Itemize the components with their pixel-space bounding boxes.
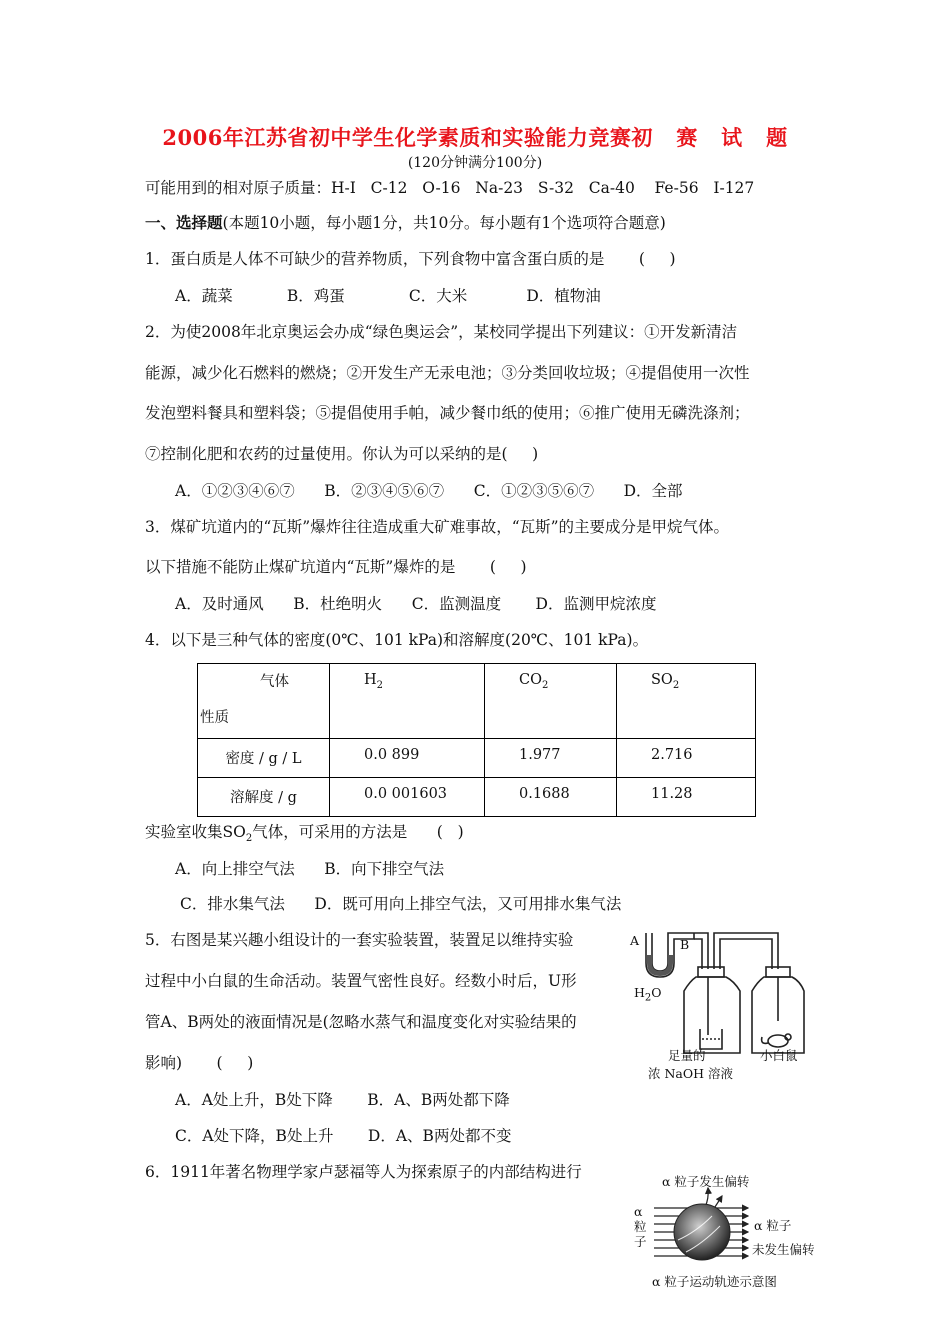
q2-line3: 发泡塑料餐具和塑料袋；⑤提倡使用手帕，减少餐巾纸的使用；⑥推广使用无磷洗涤剂； bbox=[145, 404, 750, 422]
label-b: B bbox=[680, 937, 690, 952]
q1-options: A．蔬菜 B．鸡蛋 C．大米 D．植物油 bbox=[175, 287, 601, 305]
q5-options-ab: A．A处上升，B处下降 B．A、B两处都下降 bbox=[175, 1091, 510, 1109]
q3-options: A．及时通风 B．杜绝明火 C．监测温度 D．监测甲烷浓度 bbox=[175, 595, 657, 613]
alpha-figure bbox=[632, 1170, 832, 1290]
header-co2: $CO_2$ bbox=[485, 664, 617, 739]
q1-stem: 1．蛋白质是人体不可缺少的营养物质，下列食物中富含蛋白质的是 ( ) bbox=[145, 250, 676, 268]
q2-options: A．①②③④⑥⑦ B．②③④⑤⑥⑦ C．①②③⑤⑥⑦ D．全部 bbox=[175, 482, 683, 500]
q2-line4: ⑦控制化肥和农药的过量使用。你认为可以采纳的是( ) bbox=[145, 445, 539, 463]
label-deflected: α 粒子发生偏转 bbox=[662, 1174, 750, 1189]
q4-stem: 4．以下是三种气体的密度(0℃、101 kPa)和溶解度(20℃、101 kPa)。 bbox=[145, 631, 649, 649]
solubility-h2: 0.0 001603 bbox=[364, 786, 448, 802]
figure-caption: α 粒子运动轨迹示意图 bbox=[652, 1274, 777, 1289]
density-so2: 2.716 bbox=[651, 747, 693, 763]
q6-line1: 6．1911年著名物理学家卢瑟福等人为探索原子的内部结构进行 bbox=[145, 1163, 582, 1181]
q5-line1: 5．右图是某兴趣小组设计的一套实验装置，装置足以维持实验 bbox=[145, 931, 574, 949]
label-alpha-right: α 粒子 bbox=[754, 1218, 792, 1233]
table-header-corner bbox=[198, 664, 330, 739]
q2-line2: 能源，减少化石燃料的燃烧；②开发生产无汞电池；③分类回收垃圾；④提倡使用一次性 bbox=[145, 364, 750, 382]
label-alpha-particles: α 粒 子 bbox=[634, 1204, 647, 1249]
header-property: 性质 bbox=[200, 710, 229, 726]
row-label-solubility: 溶解度 / g bbox=[230, 790, 297, 806]
header-gas: 气体 bbox=[260, 674, 289, 690]
apparatus-figure bbox=[628, 925, 828, 1085]
label-naoh-2: 浓 NaOH 溶液 bbox=[648, 1066, 733, 1081]
atomic-masses: 可能用到的相对原子质量：H-I C-12 O-16 Na-23 S-32 Ca-40 Fe-56 I-127 bbox=[145, 179, 755, 197]
density-co2: 1.977 bbox=[519, 747, 561, 763]
table-row bbox=[198, 739, 756, 778]
gas-properties-table bbox=[197, 663, 756, 817]
apparatus-drawing bbox=[628, 925, 828, 1085]
label-mouse: 小白鼠 bbox=[760, 1048, 798, 1063]
solubility-co2: 0.1688 bbox=[519, 786, 570, 802]
q4-follow: 实验室收集$SO_2$气体，可采用的方法是 ( ) bbox=[145, 823, 464, 845]
q2-line1: 2．为使2008年北京奥运会办成“绿色奥运会”，某校同学提出下列建议：①开发新清洁 bbox=[145, 323, 738, 341]
q5-line3: 管A、B两处的液面情况是(忽略水蒸气和温度变化对实验结果的 bbox=[145, 1013, 577, 1031]
q4-options-cd: C．排水集气法 D．既可用向上排空气法，又可用排水集气法 bbox=[180, 895, 622, 913]
q5-options-cd: C．A处下降，B处上升 D．A、B两处都不变 bbox=[175, 1127, 512, 1145]
header-so2: $SO_2$ bbox=[617, 664, 756, 739]
solubility-so2: 11.28 bbox=[651, 786, 693, 802]
q3-line2: 以下措施不能防止煤矿坑道内“瓦斯”爆炸的是 ( ) bbox=[145, 558, 527, 576]
header-h2: $H_2$ bbox=[330, 664, 485, 739]
q3-line1: 3．煤矿坑道内的“瓦斯”爆炸往往造成重大矿难事故，“瓦斯”的主要成分是甲烷气体。 bbox=[145, 518, 730, 536]
q4-options-ab: A．向上排空气法 B．向下排空气法 bbox=[175, 860, 445, 878]
page-subtitle: (120分钟满分100分) bbox=[407, 155, 543, 171]
row-label-density: 密度 / g / L bbox=[225, 751, 302, 767]
label-a: A bbox=[630, 933, 640, 948]
section-heading-line bbox=[145, 213, 666, 233]
section-note: (本题10小题，每小题1分，共10分。每小题有1个选项符合题意) bbox=[222, 214, 666, 232]
label-water: $H_2O$ bbox=[634, 985, 662, 1004]
q5-line4: 影响) ( ) bbox=[145, 1054, 254, 1072]
label-naoh-1: 足量的 bbox=[668, 1048, 706, 1063]
q5-line2: 过程中小白鼠的生命活动。装置气密性良好。经数小时后，U形 bbox=[145, 972, 577, 990]
page-title: 2006年江苏省初中学生化学素质和实验能力竞赛初 赛 试 题 bbox=[162, 125, 788, 150]
table-row bbox=[198, 778, 756, 817]
label-not-deflected: 未发生偏转 bbox=[752, 1242, 815, 1257]
density-h2: 0.0 899 bbox=[364, 747, 420, 763]
section-heading: 一、选择题 bbox=[145, 213, 223, 232]
